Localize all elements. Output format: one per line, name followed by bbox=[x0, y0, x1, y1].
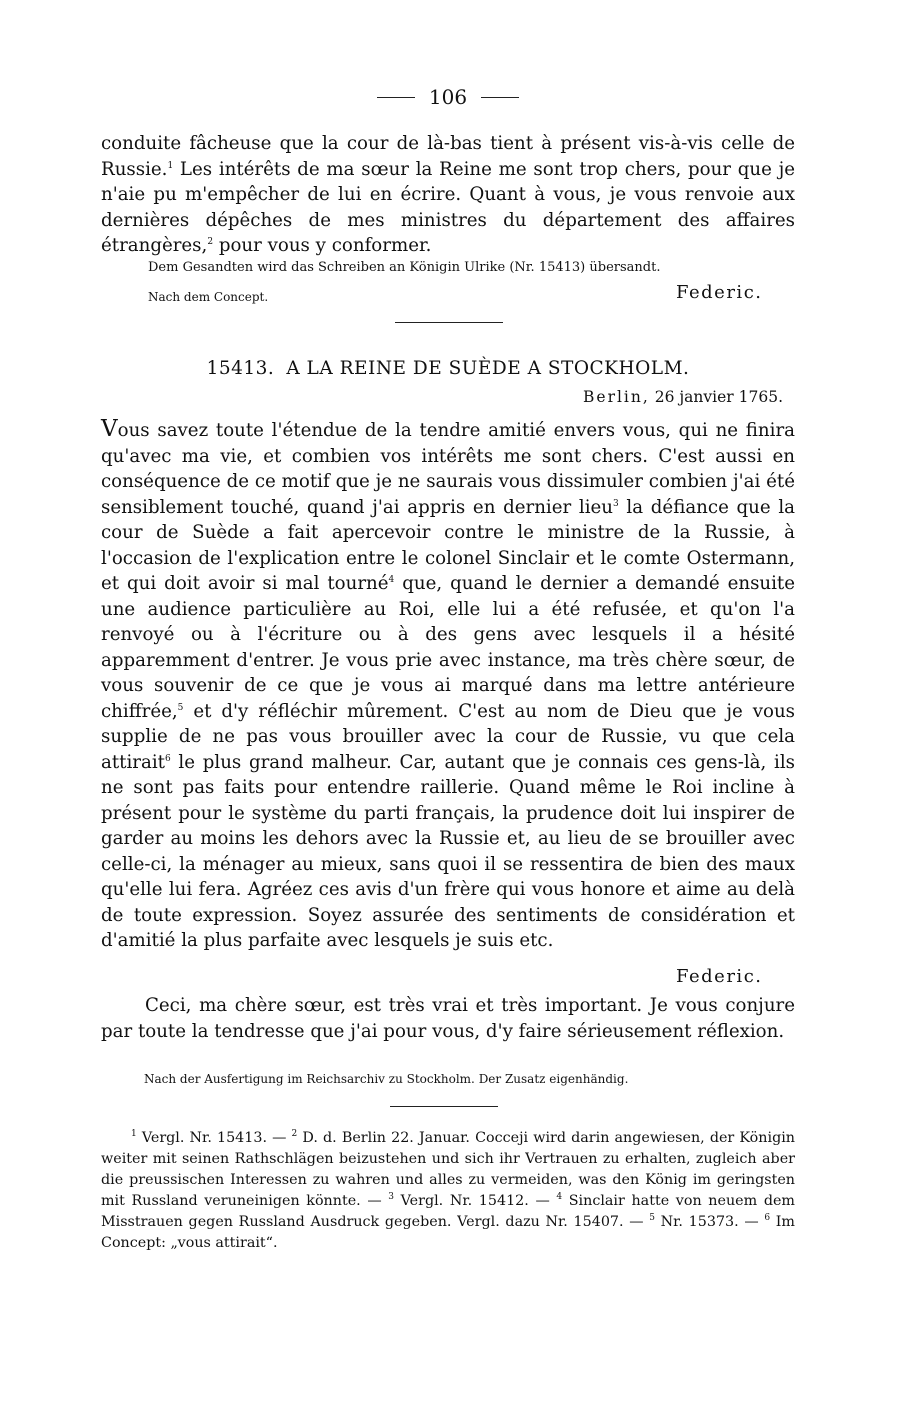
text-segment: conduite fâcheuse que la cour de là-bas tient à présent vis-à-vis celle de Russie. bbox=[101, 133, 795, 180]
paragraph bbox=[101, 131, 795, 259]
source-note: Nach dem Concept. bbox=[148, 290, 269, 304]
dateline-place: Berlin, bbox=[583, 388, 650, 406]
footnote-ref: 5 bbox=[177, 702, 184, 713]
page-number: 106 bbox=[428, 85, 468, 109]
section-divider bbox=[395, 322, 503, 323]
footnote-segment: Im Concept: „vous attirait“. bbox=[101, 1214, 795, 1251]
text-segment: ous savez toute l'étendue de la tendre amitié envers vous, qui ne finira qu'avec ma vie, et combien vos intérêts me sont chers. C'est aussi en conséquence de ce motif que je ne saurais vous dissimuler combien j'ai été sensiblement touché, quand j'ai appris en dernier lieu bbox=[101, 420, 795, 518]
header-dash-left bbox=[377, 97, 415, 98]
footnote-segment: Vergl. Nr. 15412. — bbox=[394, 1193, 557, 1209]
footnote-marker: 6 bbox=[764, 1213, 771, 1224]
footnote-ref: 2 bbox=[207, 236, 214, 247]
footnotes bbox=[101, 1128, 795, 1254]
signature: Federic. bbox=[676, 282, 763, 303]
footnote-marker: 1 bbox=[131, 1129, 137, 1140]
text-segment: pour vous y conformer. bbox=[213, 235, 432, 256]
letter-heading bbox=[101, 358, 795, 379]
letter-number: 15413. bbox=[206, 358, 275, 379]
text-segment: et d'y réfléchir mûrement. C'est au nom de Dieu que je vous supplie de ne pas vous brouiller avec la cour de Russie, vu que cela attirait bbox=[101, 700, 795, 773]
footnote-marker: 5 bbox=[649, 1213, 655, 1224]
footnote-ref: 1 bbox=[167, 160, 174, 171]
footnote-segment: D. d. Berlin 22. Januar. Cocceji wird darin angewiesen, der Königin weiter mit seinen Rathschlägen beizustehen und sich ihr Vertrauen zu erhalten, zugleich aber die preussischen Interessen zu wahren und alles zu vermeiden, was den König im geringsten mit Russland veruneinigen könnte. — bbox=[101, 1130, 795, 1209]
footnote-marker: 2 bbox=[291, 1129, 298, 1140]
postscript bbox=[101, 993, 795, 1044]
continued-letter-text bbox=[101, 131, 795, 259]
footnote-segment: Vergl. Nr. 15413. — bbox=[136, 1130, 292, 1146]
footnote-ref: 6 bbox=[164, 753, 171, 764]
footnote-ref: 3 bbox=[613, 498, 619, 509]
dateline-date: 26 janvier 1765. bbox=[649, 388, 783, 406]
footnote-segment: Nr. 15373. — bbox=[654, 1214, 765, 1230]
footnote-divider bbox=[390, 1106, 498, 1107]
editorial-note: Dem Gesandten wird das Schreiben an Königin Ulrike (Nr. 15413) übersandt. bbox=[148, 260, 661, 275]
footnote-marker: 4 bbox=[556, 1192, 563, 1203]
text-segment: le plus grand malheur. Car, autant que je connais ces gens-là, ils ne sont pas faits pour entendre raillerie. Quand même le Roi incline à présent pour le système du parti français, la prudence doit lui inspirer de garder au moins les dehors avec la Russie et, au lieu de se brouiller avec celle-ci, la ménager au mieux, sans quoi il se ressentira de bien des maux qu'elle lui fera. Agréez ces avis d'un frère qui vous honore et aime au delà de toute expression. Soyez assurée des sentiments de considération et d'amitié la plus parfaite avec lesquels je suis etc. bbox=[101, 751, 795, 951]
header-dash-right bbox=[481, 97, 519, 98]
signature: Federic. bbox=[676, 966, 763, 987]
dateline bbox=[583, 388, 783, 406]
letter-body bbox=[101, 417, 795, 954]
source-note: Nach der Ausfertigung im Reichsarchiv zu Stockholm. Der Zusatz eigenhändig. bbox=[144, 1072, 629, 1086]
paragraph bbox=[101, 417, 795, 954]
text-segment: Les intérêts de ma sœur la Reine me sont trop chers, pour que je n'aie pu m'empêcher de lui en écrire. Quant à vous, je vous renvoie aux dernières dépêches de mes ministres du département des affaires étrangères, bbox=[101, 158, 795, 256]
paragraph: Ceci, ma chère sœur, est très vrai et très important. Je vous conjure par toute la tendresse que j'ai pour vous, d'y faire sérieusement réflexion. bbox=[101, 995, 795, 1042]
text-segment: la défiance que la cour de Suède a fait apercevoir contre le ministre de la Russie, à l'occasion de l'explication entre le colonel Sinclair et le comte Ostermann, et qui doit avoir si mal tourné bbox=[101, 496, 795, 594]
footnote-segment: Sinclair hatte von neuem dem Misstrauen gegen Russland Ausdruck gegeben. Vergl. dazu Nr. 15407. — bbox=[101, 1193, 795, 1230]
initial-letter: V bbox=[101, 416, 118, 442]
text-segment: que, quand le dernier a demandé ensuite une audience particulière au Roi, elle lui a été refusée, et qu'on l'a renvoyé ou à l'écriture ou à des gens avec lesquels il a hésité apparemment d'entrer. Je vous prie avec instance, ma très chère sœur, de vous souvenir de ce que je vous ai marqué dans ma lettre antérieure chiffrée, bbox=[101, 573, 795, 722]
page-header bbox=[101, 84, 795, 110]
footnote-text bbox=[101, 1128, 795, 1254]
footnote-ref: 4 bbox=[388, 574, 395, 585]
letter-title: A LA REINE DE SUÈDE A STOCKHOLM. bbox=[286, 358, 690, 379]
footnote-marker: 3 bbox=[388, 1192, 395, 1203]
